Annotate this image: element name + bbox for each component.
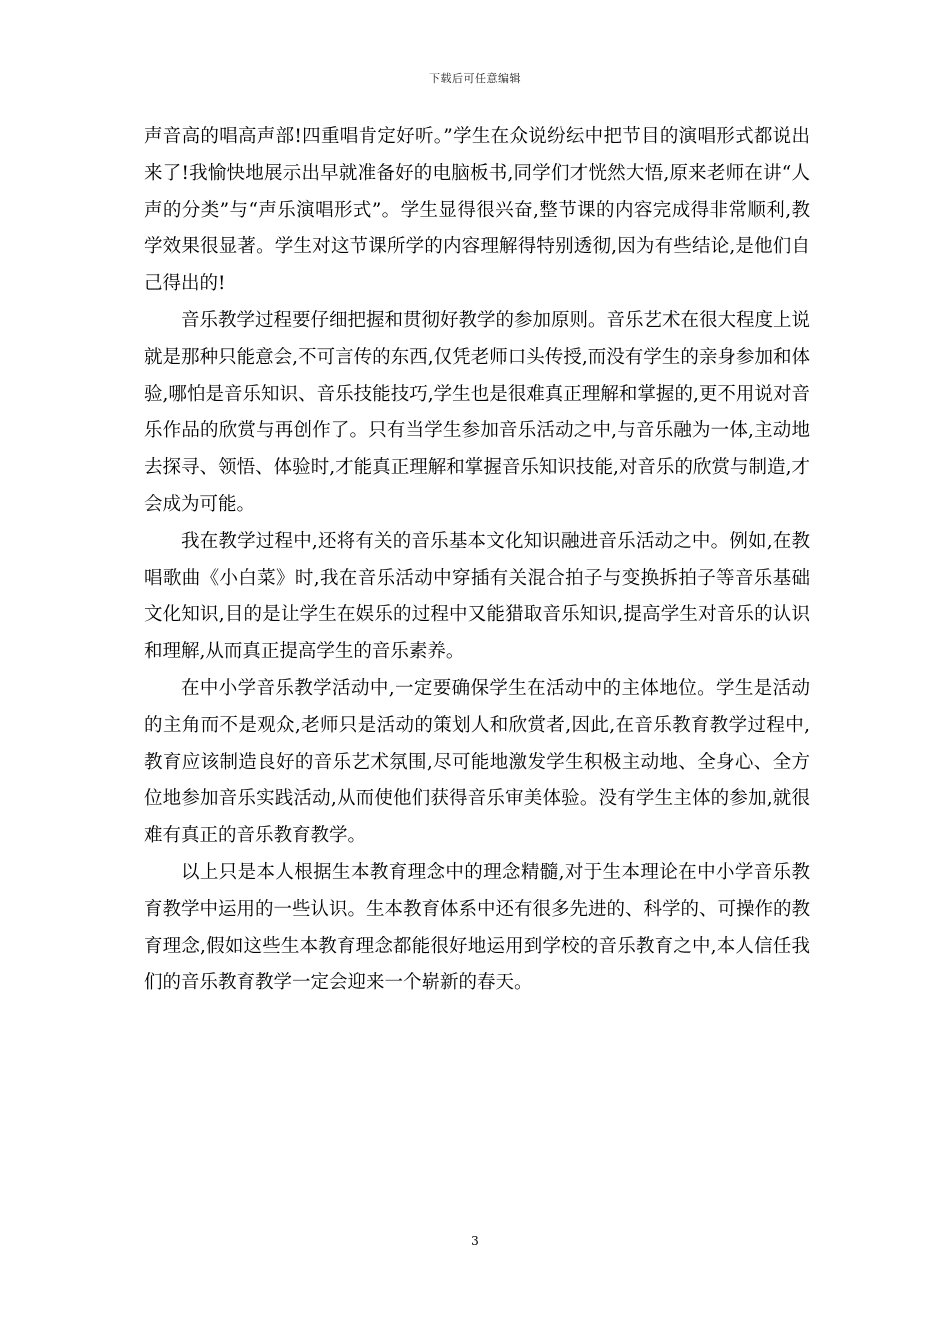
- page-header: 下载后可任意编辑: [429, 72, 521, 85]
- page-number: 3: [471, 1234, 479, 1248]
- paragraph-1: 声音高的唱高声部!四重唱肯定好听。”学生在众说纷纭中把节目的演唱形式都说出来了!我愉快地展示出早就准备好的电脑板书,同学们才恍然大悟,原来老师在讲“人声的分类”与“声乐演唱形式”。学生显得很兴奋,整节课的内容完成得非常顺利,教学效果很显著。学生对这节课所学的内容理解得特别透彻,因为有些结论,是他们自己得出的!: [144, 126, 810, 295]
- body-text: [144, 119, 810, 1002]
- paragraph-5: 以上只是本人根据生本教育理念中的理念精髓,对于生本理论在中小学音乐教育教学中运用的一些认识。生本教育体系中还有很多先进的、科学的、可操作的教育理念,假如这些生本教育理念都能很好地运用到学校的音乐教育之中,本人信任我们的音乐教育教学一定会迎来一个崭新的春天。: [144, 861, 811, 994]
- paragraph-2: 音乐教学过程要仔细把握和贯彻好教学的参加原则。音乐艺术在很大程度上说就是那种只能意会,不可言传的东西,仅凭老师口头传授,而没有学生的亲身参加和体验,哪怕是音乐知识、音乐技能技巧,学生也是很难真正理解和掌握的,更不用说对音乐作品的欣赏与再创作了。只有当学生参加音乐活动之中,与音乐融为一体,主动地去探寻、领悟、体验时,才能真正理解和掌握音乐知识技能,对音乐的欣赏与制造,才会成为可能。: [144, 309, 811, 515]
- paragraph-4: 在中小学音乐教学活动中,一定要确保学生在活动中的主体地位。学生是活动的主角而不是观众,老师只是活动的策划人和欣赏者,因此,在音乐教育教学过程中,教育应该制造良好的音乐艺术氛围,尽可能地激发学生积极主动地、全身心、全方位地参加音乐实践活动,从而使他们获得音乐审美体验。没有学生主体的参加,就很难有真正的音乐教育教学。: [144, 677, 810, 847]
- paragraph-3: 我在教学过程中,还将有关的音乐基本文化知识融进音乐活动之中。例如,在教唱歌曲《小白菜》时,我在音乐活动中穿插有关混合拍子与变换拆拍子等音乐基础文化知识,目的是让学生在娱乐的过程中又能猎取音乐知识,提高学生对音乐的认识和理解,从而真正提高学生的音乐素养。: [144, 530, 810, 663]
